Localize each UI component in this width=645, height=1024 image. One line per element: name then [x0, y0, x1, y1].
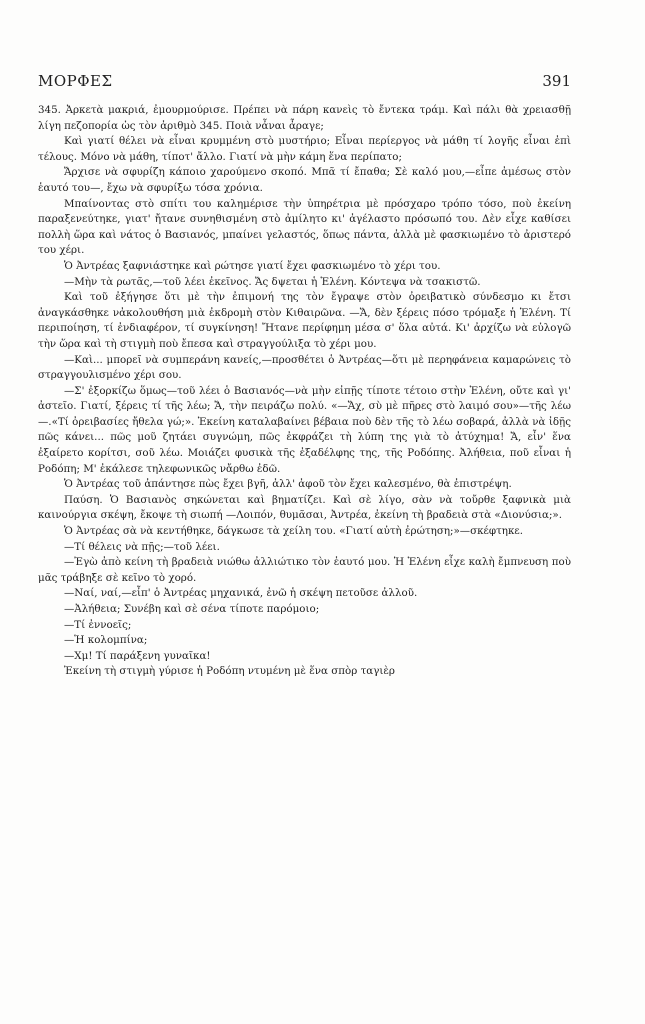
paragraph: 345. Ἀρκετὰ μακριά, ἐμουρμούρισε. Πρέπει νὰ πάρη κανεὶς τὸ ἔντεκα τράμ. Καὶ πάλι θὰ χρειασθῇ λίγη πεζοπορία ὡς τὸν ἀριθμὸ 345. Ποιὰ νἆναι ἆραγε; — [38, 104, 571, 132]
paragraph: —Ἐγὼ ἀπὸ κείνη τὴ βραδειὰ νιώθω ἀλλιώτικο τὸν ἑαυτό μου. Ἡ Ἑλένη εἶχε καλὴ ἔμπνευση ποὺ μᾶς τράβηξε σὲ κεῖνο τὸ χορό. — [38, 556, 571, 584]
paragraph: Παύση. Ὁ Βασιανὸς σηκώνεται καὶ βηματίζει. Καὶ σὲ λίγο, σὰν νὰ τοὔρθε ξαφνικὰ μιὰ καινούργια σκέψη, ἔκοψε τὴ σιωπή —Λοιπόν, θυμᾶσαι, Ἀντρέα, ἐκείνη τὴ βραδειὰ στὰ «Διονύσια;». — [38, 493, 571, 522]
page-header — [38, 72, 571, 96]
paragraph: Καὶ τοῦ ἐξήγησε ὅτι μὲ τὴν ἐπιμονή της τὸν ἔγραψε στὸν ὀρειβατικὸ σύνδεσμο κι ἔτσι ἀναγκάσθηκε νἀκολουθήση μιὰ ἐκδρομὴ στὸν Κιθαιρῶνα. —Ἄ, δὲν ξέρεις πόσο τρόμαξε ἡ Ἑλένη. Τί περιποίηση, τί ἐνδιαφέρον, τί συγκίνηση! Ἤτανε περίφημη μέσα σ' ὅλα αὐτά. Κι' ἀρχίζω νὰ εὐλογῶ τὴν ὥρα καὶ τὴ στιγμὴ ποὺ ἔπεσα καὶ στραγγούλιξα τὸ χέρι μου. — [38, 291, 571, 350]
paragraph: Ὁ Ἀντρέας τοῦ ἀπάντησε πὼς ἔχει βγῆ, ἀλλ' ἀφοῦ τὸν ἔχει καλεσμένο, θὰ ἐπιστρέψη. — [64, 478, 512, 491]
paragraph: Μπαίνοντας στὸ σπίτι του καλημέρισε τὴν ὑπηρέτρια μὲ πρόσχαρο τρόπο τόσο, ποὺ ἐκείνη παραξενεύτηκε, γιατ' ἤτανε συνηθισμένη στὸ ἀμίλητο κι' ἀγέλαστο πρόσωπό του. Δὲν εἶχε καθίσει πολλὴ ὥρα καὶ νάτος ὁ Βασιανός, μπαίνει γελαστός, ὅπως πάντα, ἀλλὰ μὲ φασκιωμένο τὸ ἀριστερό του χέρι. — [38, 197, 571, 257]
paragraph: Ὁ Ἀντρέας ξαφνιάστηκε καὶ ρώτησε γιατί ἔχει φασκιωμένο τὸ χέρι του. — [64, 259, 441, 272]
paragraph: —Σ' ἐξορκίζω ὅμως—τοῦ λέει ὁ Βασιανός—νὰ μὴν εἰπῇς τίποτε τέτοιο στὴν Ἑλένη, οὔτε καὶ γι' ἀστεῖο. Γιατί, ξέρεις τί τῆς λέω; Ἄ, τὴν πειράζω πολύ. «—Ἄχ, σὺ μὲ πῆρες στὸ λαιμό σου»—τῆς λέω—.«Τί ὀρειβασίες ἤθελα γώ;». Ἐκείνη καταλαβαίνει βέβαια ποὺ δὲν τῆς τὸ λέω σοβαρά, ἀλλὰ νὰ ἰδῇς πῶς κάνει... πῶς μοῦ ζητάει συγνώμη, πῶς ἐκφράζει τὴ λύπη της γιὰ τὸ ἀτύχημα! Ἄ, εἶν' ἕνα ἐξαίρετο κορίτσι, σοῦ λέω. Μοιάζει φυσικὰ τῆς ἐξαδέλφης της, τῆς Ροδόπης. Ἀλήθεια, ποῦ εἶναι ἡ Ροδόπη; Μ' ἐκάλεσε τηλεφωνικῶς νἄρθω ἐδῶ. — [38, 384, 571, 475]
paragraph: —Ἡ κολομπίνα; — [64, 634, 148, 647]
paragraph: —Ἀλήθεια; Συνέβη καὶ σὲ σένα τίποτε παρόμοιο; — [64, 603, 320, 615]
paragraph: —Τί ἐννοεῖς; — [64, 618, 132, 631]
paragraph: Ἐκείνη τὴ στιγμὴ γύρισε ἡ Ροδόπη ντυμένη μὲ ἕνα σπὸρ ταγιὲρ — [64, 665, 395, 678]
paragraph: Ὁ Ἀντρέας σὰ νὰ κεντήθηκε, δάγκωσε τὰ χείλη του. «Γιατί αὐτὴ ἐρώτηση;»—σκέφτηκε. — [64, 525, 524, 538]
page-number: 391 — [542, 72, 571, 90]
body-text — [38, 103, 571, 680]
paragraph: —Τί θέλεις νὰ πῇς;—τοῦ λέει. — [64, 540, 220, 553]
paragraph: —Χμ! Τί παράξενη γυναῖκα! — [64, 649, 211, 662]
paragraph: —Μὴν τὰ ρωτᾶς,—τοῦ λέει ἐκεῖνος. Ἄς δψεται ἡ Ἑλένη. Κόντεψα νὰ τσακιστῶ. — [64, 275, 481, 288]
paragraph: Καὶ γιατί θέλει νὰ εἶναι κρυμμένη στὸ μυστήριο; Εἶναι περίεργος νὰ μάθη τί λογῆς εἶναι ἐπὶ τέλους. Μόνο νὰ μάθη, τίποτ' ἄλλο. Γιατί νὰ μὴν κάμη ἕνα περίπατο; — [38, 135, 571, 163]
paragraph: —Ναί, ναί,—εἶπ' ὁ Ἀντρέας μηχανικά, ἐνῶ ἡ σκέψη πετοῦσε ἀλλοῦ. — [64, 587, 418, 600]
paragraph: —Καὶ... μπορεῖ νὰ συμπεράνη κανείς,—προσθέτει ὁ Ἀντρέας—ὅτι μὲ περηφάνεια καμαρώνεις τὸ στραγγουλισμένο χέρι σου. — [38, 353, 571, 382]
running-head: ΜΟΡΦΕΣ — [38, 72, 113, 90]
paragraph: Ἄρχισε νὰ σφυρίζη κάποιο χαρούμενο σκοπό. Μπᾶ τί ἔπαθα; Σὲ καλό μου,—εἶπε ἀμέσως στὸν ἑαυτό του—, ἔχω νὰ σφυρίξω τόσα χρόνια. — [38, 166, 571, 194]
